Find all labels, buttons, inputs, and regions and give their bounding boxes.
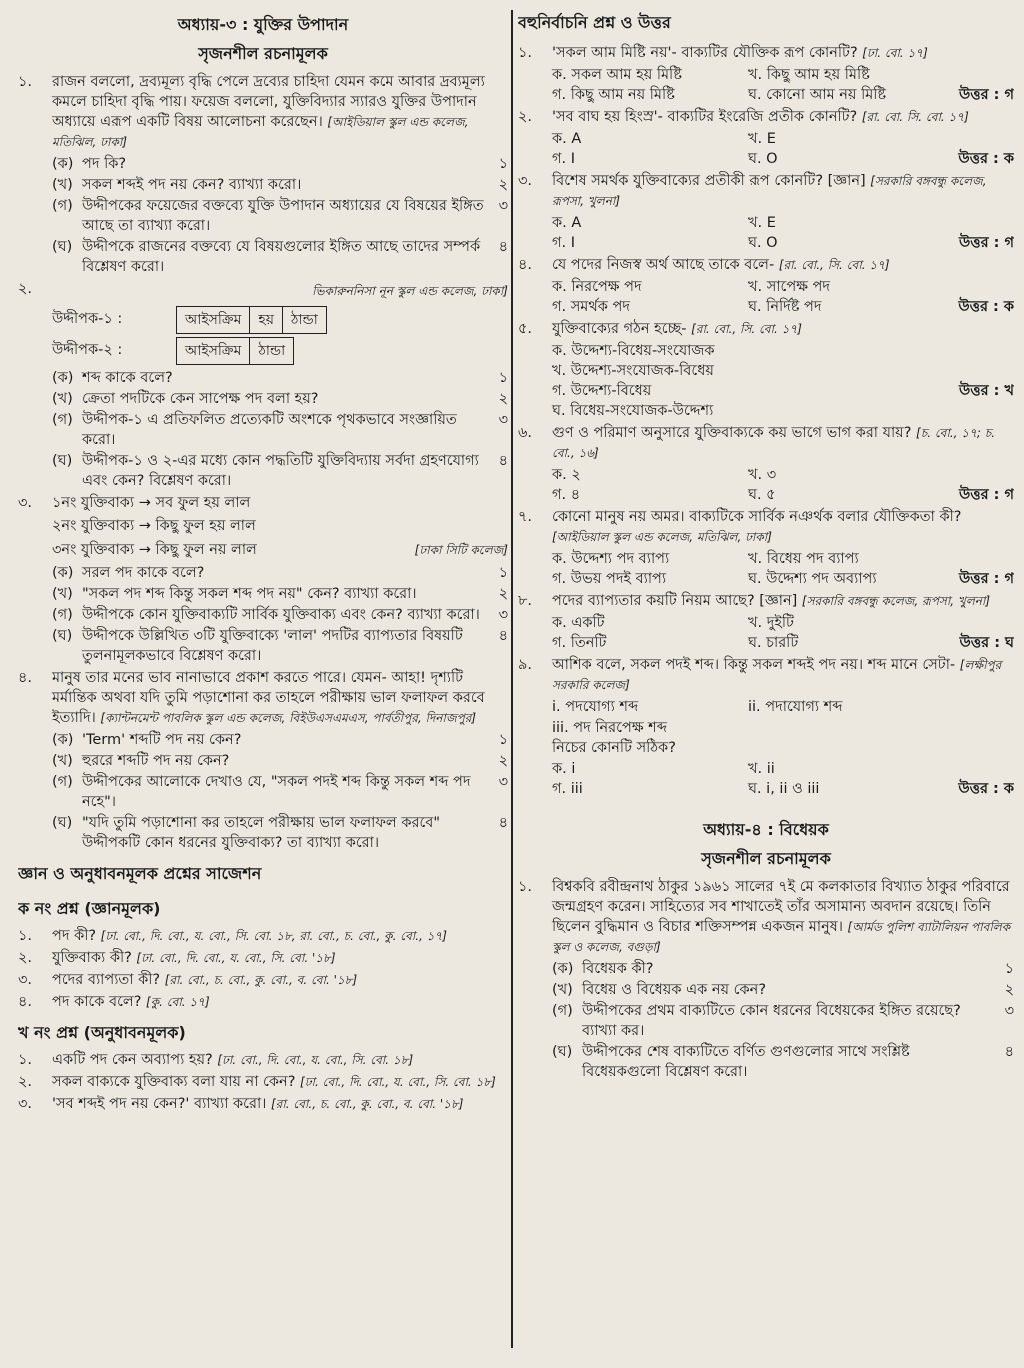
question-part: (ক) বিধেয়ক কী? ১ <box>552 961 1014 977</box>
mcq-item: ৩. বিশেষ সমর্থক যুক্তিবাক্যের প্রতীকী রূপ কোনটি? [জ্ঞান] [সরকারি বঙ্গবন্ধু কলেজ, রূপসা, খুলনা] <box>518 173 987 208</box>
question-number: ৩. <box>18 495 33 511</box>
ka-item: ৩. পদের ব্যাপ্যতা কী? [রা. বো., চ. বো., কু. বো., ব. বো. '১৮] <box>18 972 358 988</box>
mcq-title: বহুনির্বাচনি প্রশ্ন ও উত্তর <box>518 13 671 32</box>
question-part: (ঘ) উদ্দীপকে উল্লিখিত ৩টি যুক্তিবাক্যে 'লাল' পদটির ব্যাপ্যতার বিষয়টি তুলনামূলকভাবে বিশ্লেষণ করো। ৪ <box>52 628 508 664</box>
answer: উত্তর : খ <box>958 383 1014 399</box>
left-column <box>18 0 508 1368</box>
mcq-option: ক. উদ্দেশ্য-বিধেয়-সংযোজক <box>552 343 715 359</box>
question-part: (খ) সকল শব্দই পদ নয় কেন? ব্যাখ্যা করো। ২ <box>52 177 508 193</box>
answer: উত্তর : গ <box>958 235 1014 251</box>
mcq-item: ৫. যুক্তিবাক্যের গঠন হচ্ছে- [রা. বো., সি. বো. ১৭] <box>518 321 802 337</box>
mcq-options: ক. একটি খ. দুইটি গ. তিনটি ঘ. চারটি উত্তর : ঘ <box>552 615 1014 651</box>
question-3 <box>18 493 508 513</box>
mcq-options: ক. নিরপেক্ষ পদ খ. সাপেক্ষ পদ গ. সমর্থক পদ ঘ. নির্দিষ্ট পদ উত্তর : ক <box>552 279 1014 315</box>
mcq-item: ৯. আশিক বলে, সকল পদই শব্দ। কিন্তু সকল শব্দই পদ নয়। শব্দ মানে সেটা- [লক্ষীপুর সরকারি কলেজ] <box>518 657 1002 692</box>
suggestion-title: জ্ঞান ও অনুধাবনমূলক প্রশ্নের সাজেশন <box>18 864 262 883</box>
answer: উত্তর : ক <box>958 299 1014 315</box>
kha-item: ১. একটি পদ কেন অব্যাপ্য হয়? [ঢা. বো., দি. বো., য. বো., সি. বো. ১৮] <box>18 1052 414 1068</box>
stimulus-1: উদ্দীপক-১ : আইসক্রিম হয় ঠান্ডা <box>52 306 508 334</box>
mcq-options: i. পদযোগ্য শব্দ ii. পদাযোগ্য শব্দ <box>552 699 843 715</box>
answer: উত্তর : ক <box>958 151 1014 167</box>
question-part: (গ) উদ্দীপকের ফয়েজের বক্তব্যে যুক্তি উপাদান অধ্যায়ের যে বিষয়ের ইঙ্গিত আছে তা ব্যাখ্যা করো। ৩ <box>52 198 508 234</box>
mcq-options: ক. A খ. E গ. I ঘ. O উত্তর : গ <box>552 215 1014 251</box>
question-number: ২. <box>18 281 33 297</box>
question-part: (ঘ) উদ্দীপকের শেষ বাক্যটিতে বর্ণিত গুণগুলোর সাথে সংশ্লিষ্ট বিধেয়কগুলো বিশ্লেষণ করো। ৪ <box>552 1044 1014 1080</box>
source: [আইডিয়াল স্কুল এন্ড কলেজ, মতিঝিল, ঢাকা] <box>52 115 469 149</box>
question-part: (ক) শব্দ কাকে বলে? ১ <box>52 370 508 386</box>
question-part: (ক) পদ কি? ১ <box>52 156 508 172</box>
stimulus-table: আইসক্রিম হয় ঠান্ডা <box>176 306 327 334</box>
mcq-options: ক. উদ্দেশ্য পদ ব্যাপ্য খ. বিধেয় পদ ব্যাপ্য গ. উভয় পদই ব্যাপ্য ঘ. উদ্দেশ্য পদ অব্যাপ্য উত্তর : গ <box>552 551 1014 587</box>
mcq-item: ১. 'সকল আম মিষ্টি নয়'- বাক্যটির যৌক্তিক রূপ কোনটি? [ঢা. বো. ১৭] <box>518 45 928 61</box>
kha-section-title: খ নং প্রশ্ন (অনুধাবনমূলক) <box>18 1023 186 1042</box>
kha-item: ২. সকল বাক্যকে যুক্তিবাক্য বলা যায় না কেন? [ঢা. বো., দি. বো., য. বো., সি. বো. ১৮] <box>18 1074 496 1090</box>
chapter-4-question-1: ১. বিশ্বকবি রবীন্দ্রনাথ ঠাকুর ১৯৬১ সালের ৭ই মে কলকাতার বিখ্যাত ঠাকুর পরিবারে জন্মগ্রহণ করেন। সাহিত্যের সব শাখাতেই তাঁর অসামান্য অবদান রয়েছে। তিনি ছিলেন বুদ্ধিমান ও বিচার শক্তিসম্পন্ন একজন মানুষ। [আর্মড পুলিশ ব্যাটালিয়ন পাবলিক স্কুল ও কলেজ, বগুড়া] <box>518 879 1011 954</box>
mcq-item: ২. 'সব বাঘ হয় হিংস্র'- বাক্যটির ইংরেজি প্রতীক কোনটি? [রা. বো. সি. বো. ১৭] <box>518 109 969 125</box>
ka-item: ২. যুক্তিবাক্য কী? [ঢা. বো., দি. বো., য. বো., সি. বো. '১৮] <box>18 950 336 966</box>
question-part: (গ) উদ্দীপকের আলোকে দেখাও যে, "সকল পদই শব্দ কিন্তু সকল শব্দ পদ নহে"। ৩ <box>52 774 508 810</box>
mcq-option: গ. উদ্দেশ্য-বিধেয় উত্তর : খ <box>552 383 1014 399</box>
section-subtitle: সৃজনশীল রচনামূলক <box>198 44 328 63</box>
mcq-item: ৮. পদের ব্যাপ্যতার কয়টি নিয়ম আছে? [জ্ঞান] [সরকারি বঙ্গবন্ধু কলেজ, রূপসা, খুলনা] <box>518 593 991 609</box>
answer: উত্তর : ক <box>958 781 1014 797</box>
answer: উত্তর : গ <box>958 487 1014 503</box>
mcq-option: iii. পদ নিরপেক্ষ শব্দ <box>552 720 667 736</box>
column-divider <box>511 10 513 1348</box>
mcq-options: ক. A খ. E গ. I ঘ. O উত্তর : ক <box>552 131 1014 167</box>
question-part: (ক) সরল পদ কাকে বলে? ১ <box>52 565 508 581</box>
question-part: (খ) বিধেয় ও বিধেয়ক এক নয় কেন? ২ <box>552 982 1014 998</box>
mcq-item: ৪. যে পদের নিজস্ব অর্থ আছে তাকে বলে- [রা. বো., সি. বো. ১৭] <box>518 257 890 273</box>
stimulus-2: উদ্দীপক-২ : আইসক্রিম ঠান্ডা <box>52 337 508 365</box>
chapter-4-subtitle: সৃজনশীল রচনামূলক <box>701 849 831 868</box>
mcq-prompt: নিচের কোনটি সঠিক? <box>552 740 676 756</box>
ka-section-title: ক নং প্রশ্ন (জ্ঞানমূলক) <box>18 899 161 918</box>
kha-item: ৩. 'সব শব্দই পদ নয় কেন?' ব্যাখ্যা করো। [রা. বো., চ. বো., কু. বো., ব. বো. '১৮] <box>18 1096 464 1112</box>
question-part: (ঘ) উদ্দীপকে রাজনের বক্তব্যে যে বিষয়গুলোর ইঙ্গিত আছে তাদের সম্পর্ক বিশ্লেষণ করো। ৪ <box>52 239 508 275</box>
question-part: (ঘ) উদ্দীপক-১ ও ২-এর মধ্যে কোন পদ্ধতিটি যুক্তিবিদ্যায় সর্বদা গ্রহণযোগ্য এবং কেন? বিশ্লেষণ করো। ৪ <box>52 453 508 489</box>
question-part: (খ) "সকল পদ শব্দ কিন্তু সকল শব্দ পদ নয়" কেন? ব্যাখ্যা করো। ২ <box>52 586 508 602</box>
right-column <box>518 0 1014 1368</box>
chapter-title: অধ্যায়-৩ : যুক্তির উপাদান <box>177 15 349 34</box>
answer: উত্তর : ঘ <box>959 635 1014 651</box>
question-1 <box>18 72 508 152</box>
premise-line: ৩নং যুক্তিবাক্য → কিছু ফুল নয় লাল [ঢাকা সিটি কলেজ] <box>52 542 508 558</box>
ka-item: ৪. পদ কাকে বলে? [কু. বো. ১৭] <box>18 994 210 1010</box>
mcq-option: খ. উদ্দেশ্য-সংযোজক-বিধেয় <box>552 363 714 379</box>
question-2 <box>18 279 508 303</box>
question-number: ৪. <box>18 670 33 686</box>
ka-item: ১. পদ কী? [ঢা. বো., দি. বো., য. বো., সি. বো. ১৮, রা. বো., চ. বো., কু. বো., ১৭] <box>18 928 447 944</box>
question-part: (ক) 'Term' শব্দটি পদ নয় কেন? ১ <box>52 732 508 748</box>
answer: উত্তর : গ <box>958 571 1014 587</box>
question-text: রাজন বললো, দ্রব্যমূল্য বৃদ্ধি পেলে দ্রব্যের চাহিদা যেমন কমে আবার দ্রব্যমূল্য কমলে চাহিদা বৃদ্ধি পায়। ফয়েজ বললো, যুক্তিবিদ্যার স্যারও যুক্তির উপাদান অধ্যায়ে এরূপ একটি বিষয় আলোচনা করেছেন। [আইডিয়াল স্কুল এন্ড কলেজ, মতিঝিল, ঢাকা] <box>52 74 485 149</box>
question-part: (গ) উদ্দীপক-১ এ প্রতিফলিত প্রত্যেকটি অংশকে পৃথকভাবে সংজ্ঞায়িত করো। ৩ <box>52 412 508 448</box>
premise-line: ১নং যুক্তিবাক্য → সব ফুল হয় লাল <box>52 495 251 511</box>
mcq-option: ঘ. বিধেয়-সংযোজক-উদ্দেশ্য <box>552 403 714 419</box>
mcq-item: ৭. কোনো মানুষ নয় অমর। বাক্যটিকে সার্বিক নঞর্থক বলার যৌক্তিকতা কী? [আইডিয়াল স্কুল এন্ড কলেজ, মতিঝিল, ঢাকা] <box>518 509 962 544</box>
question-part: (গ) উদ্দীপকের প্রথম বাক্যটিতে কোন ধরনের বিধেয়কের ইঙ্গিত রয়েছে? ব্যাখ্যা কর। ৩ <box>552 1003 1014 1039</box>
question-4: ৪. মানুষ তার মনের ভাব নানাভাবে প্রকাশ করতে পারে। যেমন- আহা! দৃশ্যটি মর্মান্তিক অথবা যদি তুমি পড়াশোনা কর তাহলে পরীক্ষায় ভাল ফলাফল করবে ইত্যাদি। [ক্যান্টনমেন্ট পাবলিক স্কুল এন্ড কলেজ, বিইউএসএমএস, পার্বতীপুর, দিনাজপুর] <box>18 670 485 726</box>
question-part: (গ) উদ্দীপকে কোন যুক্তিবাক্যটি সার্বিক যুক্তিবাক্য এবং কেন? ব্যাখ্যা করো। ৩ <box>52 607 508 623</box>
stimulus-table: আইসক্রিম ঠান্ডা <box>176 337 294 365</box>
mcq-item: ৬. গুণ ও পরিমাণ অনুসারে যুক্তিবাক্যকে কয় ভাগে ভাগ করা যায়? [চ. বো., ১৭; চ. বো., ১৬] <box>518 425 996 460</box>
question-part: (ঘ) "যদি তুমি পড়াশোনা কর তাহলে পরীক্ষায় ভাল ফলাফল করবে" উদ্দীপকটি কোন ধরনের যুক্তিবাক্য? তা ব্যাখ্যা করো। ৪ <box>52 815 508 851</box>
source: ভিকারুননিসা নূন স্কুল এন্ড কলেজ, ঢাকা] <box>312 284 508 298</box>
mcq-options: ক. ২ খ. ৩ গ. ৪ ঘ. ৫ উত্তর : গ <box>552 467 1014 503</box>
question-number: ১. <box>18 74 33 90</box>
chapter-4-title: অধ্যায়-৪ : বিধেয়ক <box>703 820 829 839</box>
premise-line: ২নং যুক্তিবাক্য → কিছু ফুল হয় লাল <box>52 518 256 534</box>
question-part: (খ) ক্রেতা পদটিকে কেন সাপেক্ষ পদ বলা হয়? ২ <box>52 391 508 407</box>
mcq-options: ক. সকল আম হয় মিষ্টি খ. কিছু আম হয় মিষ্টি গ. কিছু আম নয় মিষ্টি ঘ. কোনো আম নয় মিষ্টি উত্তর : গ <box>552 67 1014 103</box>
question-part: (খ) হুররে শব্দটি পদ নয় কেন? ২ <box>52 753 508 769</box>
answer: উত্তর : গ <box>958 87 1014 103</box>
mcq-options: ক. i খ. ii গ. iii ঘ. i, ii ও iii উত্তর : ক <box>552 761 1014 797</box>
